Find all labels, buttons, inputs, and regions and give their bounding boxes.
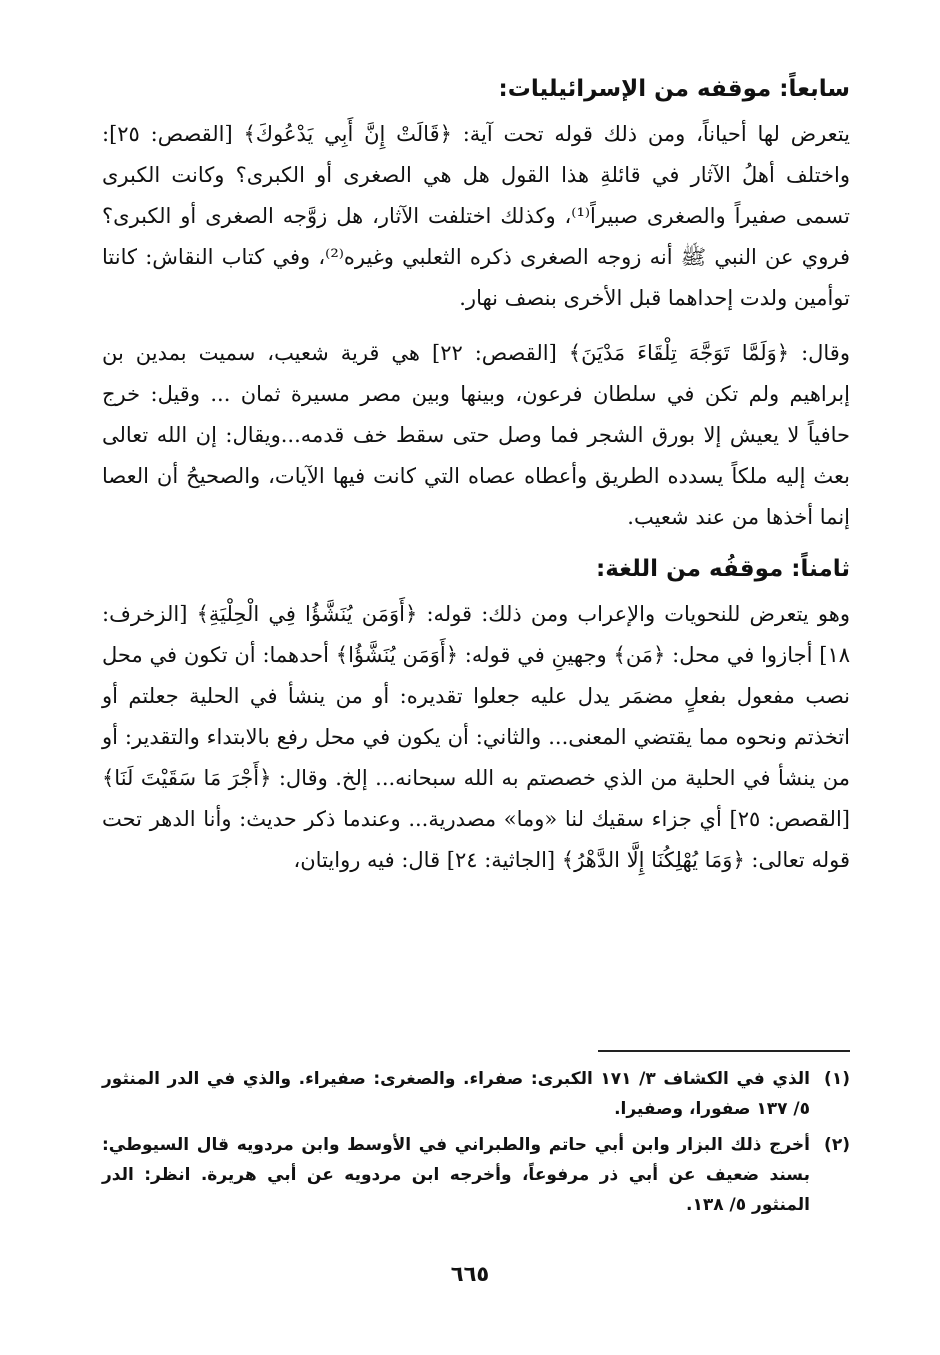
paragraph: يتعرض لها أحياناً، ومن ذلك قوله تحت آية: ﴿قَالَتْ إِنَّ أَبِي يَدْعُوكَ﴾ [القصص: ٢٥]: واختلف أهلُ الآثار في قائلةِ هذا القول هل هي الصغرى أو الكبرى؟ وكانت الكبرى تسمى صفيراً والصغرى صبيراً⁽¹⁾، وكذلك اختلفت الآثار، هل زوَّجه الصغرى أو الكبرى؟ فروي عن النبي ﷺ أنه زوجه الصغرى ذكره الثعلبي وغيره⁽²⁾، وفي كتاب النقاش: كانتا توأمين ولدت إحداهما قبل الأخرى بنصف نهار. <box>102 122 850 310</box>
page-number: ٦٦٥ <box>450 1262 490 1286</box>
footnote-number: (٢) <box>824 1135 850 1155</box>
footnote-divider <box>598 1050 850 1052</box>
footnote-item <box>102 1064 850 1124</box>
section-heading-language: ثامناً: موقفُه من اللغة: <box>596 556 850 582</box>
footnote-text: أخرج ذلك البزار وابن أبي حاتم والطبراني في الأوسط وابن مردويه قال السيوطي: بسند ضعيف عن أبي ذر مرفوعاً، وأخرجه ابن مردويه عن أبي هريرة. انظر: الدر المنثور ٥/ ١٣٨. <box>102 1135 810 1215</box>
paragraph: وقال: ﴿وَلَمَّا تَوَجَّهَ تِلْقَاءَ مَدْيَنَ﴾ [القصص: ٢٢] هي قرية شعيب، سميت بمدين بن إبراهيم ولم تكن في سلطان فرعون، وبينها وبين مصر مسيرة ثمان ... وقيل: خرج حافياً لا يعيش إلا بورق الشجر فما وصل حتى سقط خف قدمه...ويقال: إن الله تعالى بعث إليه ملكاً يسدده الطريق وأعطاه عصاه التي كانت فيها الآيات، والصحيحُ أن العصا إنما أخذها من عند شعيب. <box>102 341 850 529</box>
footnote-item <box>102 1130 850 1220</box>
footnote-text: الذي في الكشاف ٣/ ١٧١ الكبرى: صفراء. والصغرى: صفيراء. والذي في الدر المنثور ٥/ ١٣٧ صفورا، وصفيرا. <box>102 1069 810 1119</box>
footnote-number: (١) <box>824 1069 850 1089</box>
paragraph: وهو يتعرض للنحويات والإعراب ومن ذلك: قوله: ﴿أَوَمَن يُنَشَّؤُا فِي الْحِلْيَةِ﴾ [الزخرف: ١٨] أجازوا في محل: ﴿مَن﴾ وجهينِ في قوله: ﴿أَوَمَن يُنَشَّؤُا﴾ أحدهما: أن تكون في محل نصب مفعول بفعلٍ مضمَر يدل عليه جعلوا تقديره: أو من ينشأ في الحلية جعلتم أو اتخذتم ونحوه مما يقتضي المعنى... والثاني: أن يكون في محل رفع بالابتداء والتقدير: أو من ينشأ في الحلية من الذي خصصتم به الله سبحانه... إلخ. وقال: ﴿أَجْرَ مَا سَقَيْتَ لَنَا﴾ [القصص: ٢٥] أي جزاء سقيك لنا «وما» مصدرية... وعندما ذكر حديث: وأنا الدهر تحت قوله تعالى: ﴿وَمَا يُهْلِكُنَا إِلَّا الدَّهْرُ﴾ [الجاثية: ٢٤] قال: فيه روايتان، <box>102 602 850 872</box>
section-heading-israiliyyat: سابعاً: موقفه من الإسرائيليات: <box>498 76 850 102</box>
main-text <box>102 72 850 895</box>
footnotes <box>102 1064 850 1226</box>
